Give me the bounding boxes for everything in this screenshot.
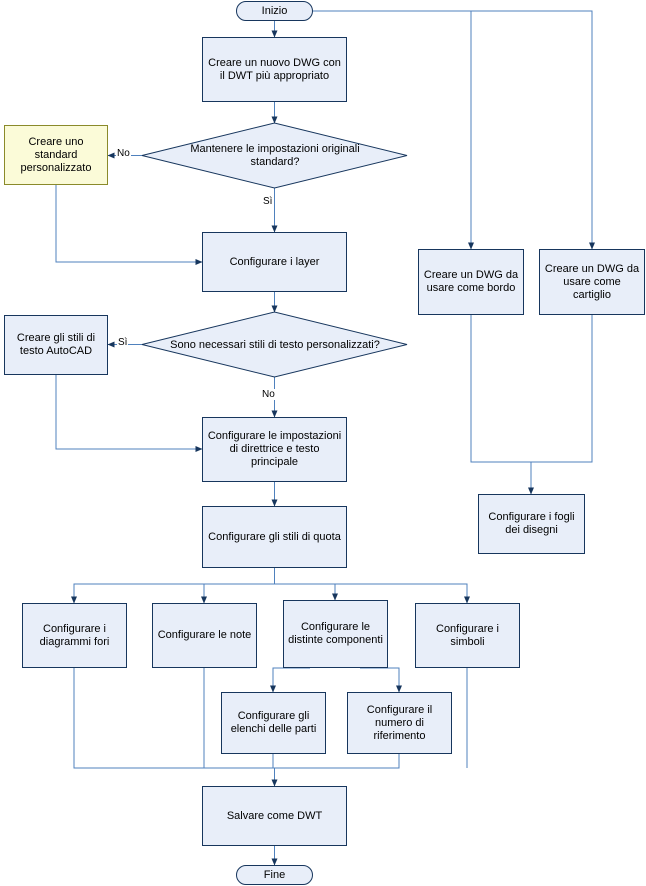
node-label: Creare un DWG da usare come bordo [423,269,519,294]
node-label: Configurare gli elenchi delle parti [230,710,317,735]
node-salvare-come-dwt [202,786,347,846]
node-standard-personalizzato [4,125,108,185]
node-label: Configurare i diagrammi fori [39,622,110,648]
node-label: Sono necessari stili di testo personalizzati? [170,338,380,351]
node-label: Salvare come DWT [226,809,323,822]
node-label: Configurare le impostazioni di direttrice e testo principale [207,430,342,468]
node-label: Configurare le note [157,629,252,641]
node-configurare-direttrice [202,417,347,482]
node-fine [236,865,313,885]
node-label: Mantenere le impostazioni originali standard? [190,143,360,168]
node-label: Configurare i layer [229,255,320,268]
node-label: Creare uno standard personalizzato [20,135,92,174]
node-label: Inizio [261,4,288,17]
node-configurare-distinte-componenti [283,600,388,668]
node-configurare-simboli [415,603,520,668]
node-creare-nuovo-dwg [202,37,347,102]
node-configurare-numero-riferimento [347,692,452,754]
node-label: Creare gli stili di testo AutoCAD [16,332,96,357]
edge-label-no-direttrice: No [262,389,275,400]
node-label: Configurare il numero di riferimento [366,703,433,742]
node-configurare-layer [202,232,347,292]
edge-label-no-standard: No [117,148,130,159]
node-configurare-elenchi-parti [221,692,326,754]
node-label: Creare un DWG da usare come cartiglio [544,262,640,301]
node-configurare-stili-quota [202,506,347,568]
node-label: Configurare le distinte componenti [288,621,383,646]
node-label: Configurare gli stili di quota [208,530,341,543]
node-label: Configurare i fogli dei disegni [488,511,575,536]
node-inizio [236,1,313,21]
node-label: Configurare i simboli [436,622,499,648]
edge-label-si-stili: Sì [118,337,128,348]
node-configurare-diagrammi-fori [22,603,127,668]
edge-label-si-layer: Sì [263,196,273,207]
node-label: Fine [263,868,286,881]
node-label: Creare un nuovo DWG con il DWT più appropriato [208,56,341,82]
node-dwg-cartiglio [539,249,645,315]
node-dwg-bordo [418,249,524,315]
node-configurare-fogli-disegni [478,494,585,554]
node-configurare-note [152,603,257,668]
node-stili-testo-autocad [4,315,108,375]
